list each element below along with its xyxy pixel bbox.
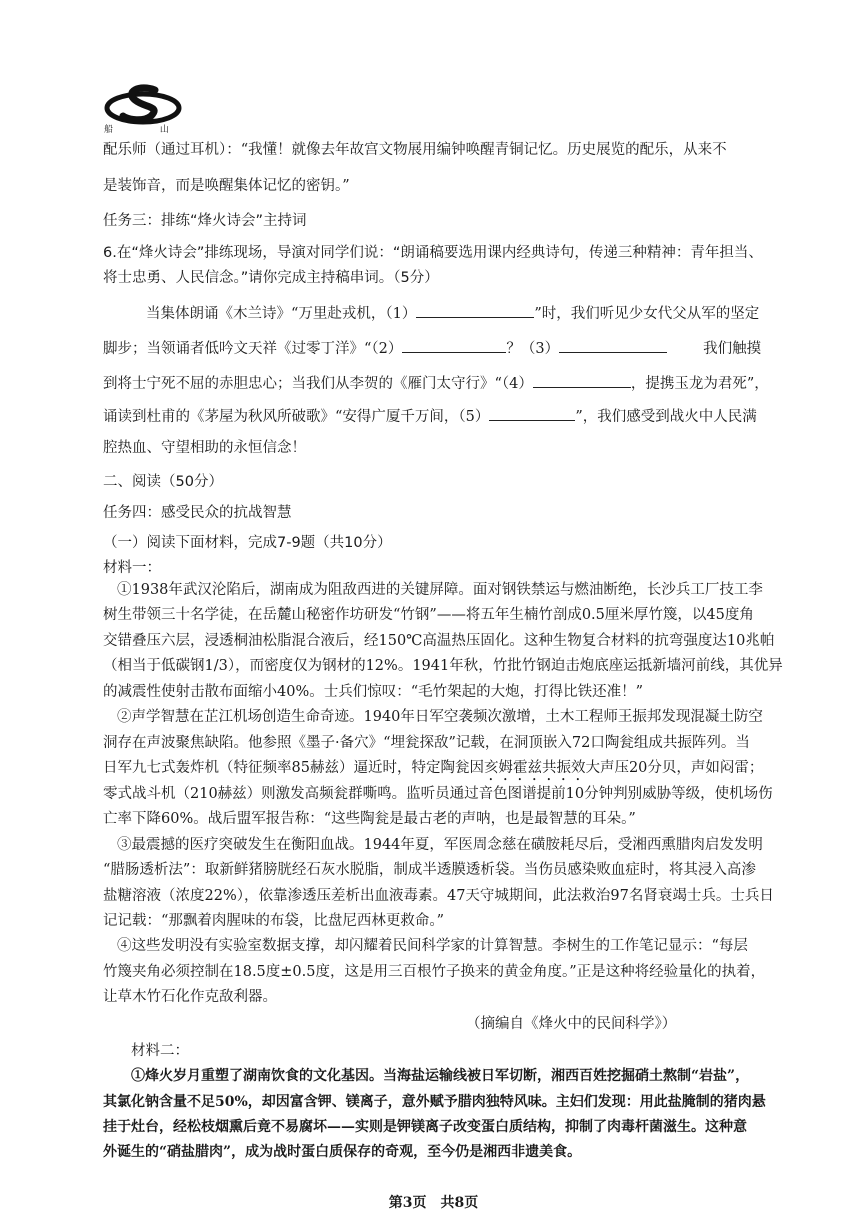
material-text: 让草木竹石化作克敌利器。 [103,989,277,1005]
material-text: 洞存在声波聚焦缺陷。他参照《墨子·备穴》“埋瓮探敌”记载，在洞顶嵌入72口陶瓮组成共振阵列。当 [103,735,750,751]
blank-3[interactable] [559,338,667,353]
answer-paragraph: 诵读到杜甫的《茅屋为秋风所破歌》“安得广厦千万间，（5） ”，我们感受到战火中人民满 [103,406,773,427]
answer-paragraph: 当集体朗诵《木兰诗》“万里赴戎机，（1） ”时，我们听见少女代父从军的坚定 [146,303,816,324]
dialog-line: 配乐师（通过耳机）：“我懂！就像去年故宫文物展用编钟唤醒青铜记忆。历史展览的配乐，从来不 [103,142,727,158]
material-text: 外诞生的“硝盐腊肉”，成为战时蛋白质保存的奇观，至今仍是湘西非遗美食。 [103,1144,582,1160]
dialog-line: 是装饰音，而是唤醒集体记忆的密钥。” [103,178,350,194]
material-text: ④这些发明没有实验室数据支撑，却闪耀着民间科学家的计算智慧。李树生的工作笔记显示：“每层 [117,938,748,954]
material-text: 树生带领三十名学徒，在岳麓山秘密作坊研发“竹钢”——将五年生楠竹剖成0.5厘米厚竹篾，以45度角 [103,607,754,623]
material-text: “腊肠透析法”：取新鲜猪膀胱经石灰水脱脂，制成半透膜透析袋。当伤员感染败血症时，将其浸入高渗 [103,862,756,878]
material-text: 的减震性使射击散布面缩小40%。士兵们惊叹：“毛竹架起的大炮，打得比铁还准！” [103,684,644,700]
answer-paragraph: 脚步；当领诵者低吟文天祥《过零丁洋》“（2） ？（3） 我们触摸 [103,338,773,359]
material-text: 日军九七式轰炸机（特征频率85赫兹）逼近时，特定陶瓮因亥姆霍兹共振效大声压20分贝，声如闷雷； [103,760,764,776]
material-text: 竹篾夹角必须控制在18.5度±0.5度，这是用三百根竹子换来的黄金角度。”正是这种将经验量化的执着， [103,964,766,980]
emphasized-term: 亥姆霍兹共振效 [483,760,586,776]
blank-5[interactable] [489,406,575,421]
task4-title: 任务四：感受民众的抗战智慧 [103,505,292,521]
page-number: 第3页 共8页 [388,1195,479,1211]
material-text: 交错叠压六层，浸透桐油松脂混合液后，经150℃高温热压固化。这种生物复合材料的抗弯强度达10兆帕 [103,633,775,649]
blank-1[interactable] [416,303,534,318]
material-text: ③最震撼的医疗突破发生在衡阳血战。1944年夏，军医周念慈在磺胺耗尽后，受湘西熏腊肉启发发明 [117,837,763,853]
blank-2[interactable] [402,338,506,353]
material1-label: 材料一： [103,560,161,576]
question-6: 6.在“烽火诗会”排练现场，导演对同学们说：“朗诵稿要选用课内经典诗句，传递三种精神：青年担当、 [103,245,763,261]
material-text: 记记载：“那飘着肉腥味的布袋，比盘尼西林更救命。” [103,913,445,929]
question-6: 将士忠勇、人民信念。”请你完成主持稿串词。（5分） [103,270,439,286]
blank-4[interactable] [533,373,631,388]
material-text: 挂于灶台，经松枝烟熏后竟不易腐坏——实则是钾镁离子改变蛋白质结构，抑制了肉毒杆菌滋生。这种意 [103,1119,747,1135]
material-text: ①烽火岁月重塑了湖南饮食的文化基因。当海盐运输线被日军切断，湘西百姓挖掘硝土熬制“岩盐”， [131,1068,750,1084]
material-text: 零式战斗机（210赫兹）则激发高频瓮群嘶鸣。监听员通过音色图谱提前10分钟判别威胁等级，使机场伤 [103,786,773,802]
material-text: （相当于低碳钢1/3），而密度仅为钢材的12%。1941年秋，竹批竹钢迫击炮底座运抵新墙河前线，其优异 [103,658,783,674]
part1-instruction: （一）阅读下面材料，完成7-9题（共10分） [103,535,392,551]
material-text: ②声学智慧在芷江机场创造生命奇迹。1940年日军空袭频次激增，土木工程师王振邦发现混凝土防空 [117,709,763,725]
material-text: 亡率下降60%。战后盟军报告称：“这些陶瓮是最古老的声呐，也是最智慧的耳朵。” [103,811,636,827]
section-title: 二、阅读（50分） [103,474,223,490]
material2-label: 材料二： [131,1043,189,1059]
answer-paragraph: 到将士宁死不屈的赤胆忠心；当我们从李贺的《雁门太守行》“（4） ，提携玉龙为君死”， [103,373,773,394]
material-text: ①1938年武汉沦陷后，湖南成为阻敌西进的关键屏障。面对钢铁禁运与燃油断绝，长沙兵工厂技工李 [117,582,763,598]
source-citation: （摘编自《烽火中的民间科学》） [466,1016,677,1032]
material-text: 其氯化钠含量不足50%，却因富含钾、镁离子，意外赋予腊肉独特风味。主妇们发现：用此盐腌制的猪肉悬 [103,1094,766,1110]
logo-caption: 船 山 [104,125,191,135]
answer-paragraph: 腔热血、守望相助的永恒信念！ [103,440,306,456]
material-text: 盐糖溶液（浓度22%），依靠渗透压差析出血液毒素。47天守城期间，此法救治97名肾衰竭士兵。士兵日 [103,888,774,904]
task3-title: 任务三：排练“烽火诗会”主持词 [103,213,307,229]
